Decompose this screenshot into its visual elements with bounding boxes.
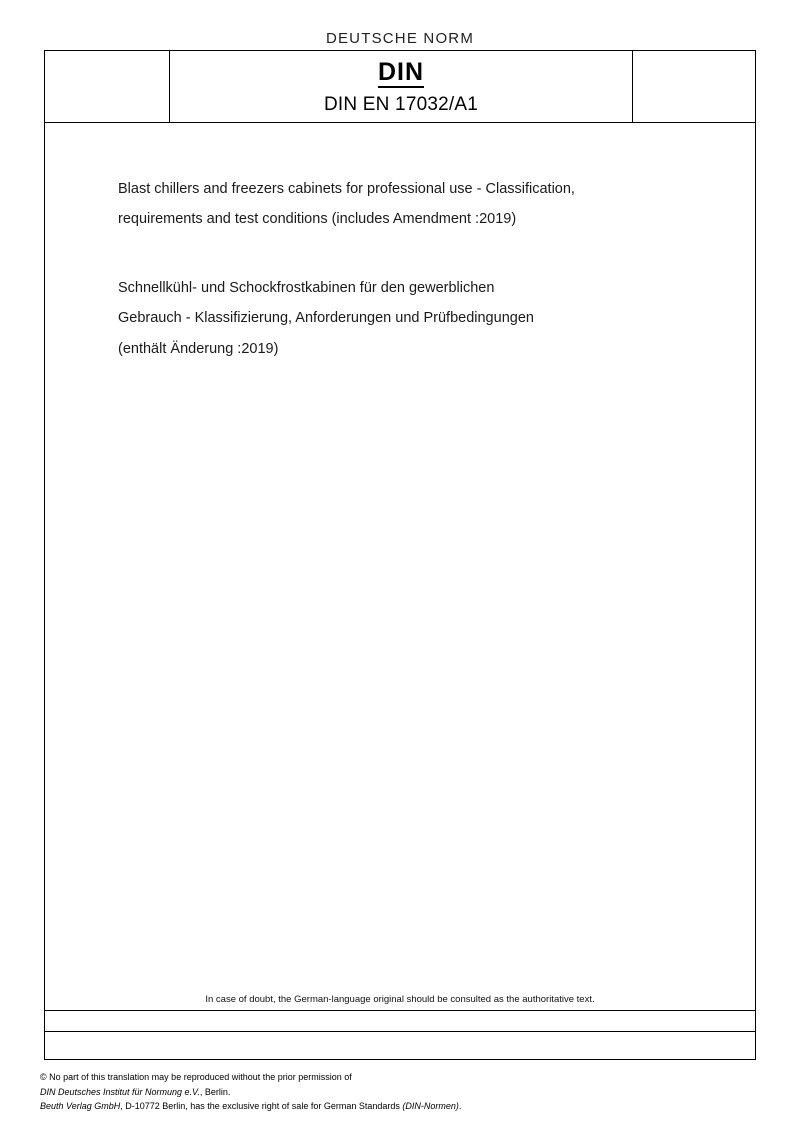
copyright-din-normen: (DIN-Normen)	[402, 1101, 459, 1112]
standard-header-table	[44, 50, 756, 123]
english-title-line-1: Blast chillers and freezers cabinets for professional use - Classification,	[118, 181, 575, 197]
title-block	[118, 178, 688, 368]
din-logo: DIN	[378, 59, 424, 88]
header-cell-center	[170, 51, 633, 122]
english-title-line-2: requirements and test conditions (includes Amendment :2019)	[118, 211, 517, 228]
footer-box	[44, 1032, 756, 1060]
english-title	[118, 178, 688, 231]
copyright-line-3-end: .	[458, 1101, 462, 1112]
copyright-seller-name: Beuth Verlag GmbH	[40, 1101, 121, 1112]
copyright-line-3-rest: , D-10772 Berlin, has the exclusive right of sale for German Standards	[120, 1101, 403, 1112]
header-cell-right	[633, 51, 755, 122]
standard-number: DIN EN 17032/A1	[323, 94, 479, 116]
copyright-line-2	[40, 1085, 760, 1100]
deutsche-norm-heading: DEUTSCHE NORM	[325, 30, 475, 47]
german-title	[118, 277, 688, 360]
header-cell-left	[45, 51, 170, 122]
document-body-box	[44, 123, 756, 1032]
copyright-line-2-rest: , Berlin.	[199, 1086, 231, 1097]
german-title-line-2: Gebrauch - Klassifizierung, Anforderungen und Prüfbedingungen	[118, 310, 534, 327]
copyright-block	[40, 1070, 760, 1114]
german-title-line-1: Schnellkühl- und Schockfrostkabinen für den gewerblichen	[118, 279, 495, 296]
copyright-publisher-name: DIN Deutsches Institut für Normung e.V.	[40, 1086, 200, 1097]
authoritative-text-note: In case of doubt, the German-language original should be consulted as the authoritative text.	[205, 994, 595, 1005]
copyright-line-1: © No part of this translation may be reproduced without the prior permission of	[40, 1072, 352, 1082]
copyright-line-3	[40, 1099, 760, 1114]
note-divider	[45, 1010, 755, 1011]
german-title-line-3: (enthält Änderung :2019)	[118, 340, 279, 357]
